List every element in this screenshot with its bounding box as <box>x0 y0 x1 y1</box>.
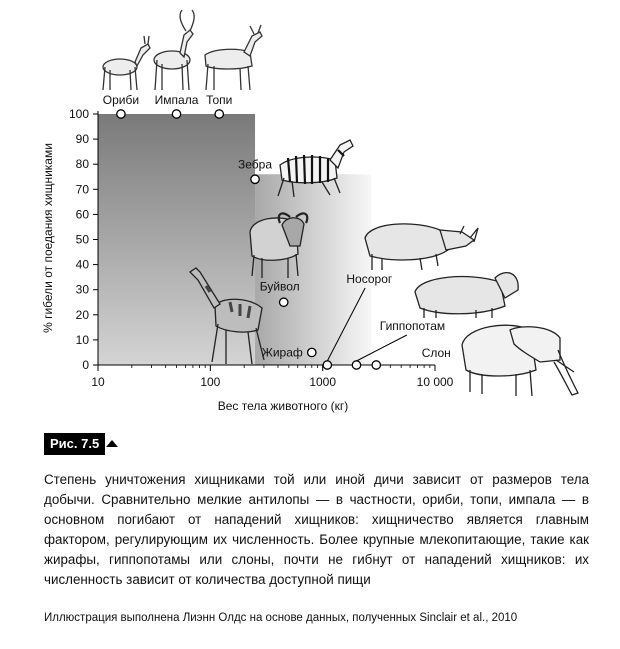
data-point <box>308 348 316 356</box>
y-tick-label: 40 <box>75 257 89 272</box>
data-point <box>172 110 180 118</box>
data-point <box>280 298 288 306</box>
y-tick-label: 0 <box>82 358 89 372</box>
y-tick-label: 100 <box>68 107 89 121</box>
y-tick-label: 50 <box>75 232 89 247</box>
y-tick-label: 70 <box>75 182 89 197</box>
y-axis-label: % гибели от поедания хищниками <box>41 143 55 333</box>
figure-arrow-icon <box>106 440 118 447</box>
y-tick-label: 20 <box>75 307 89 322</box>
data-point <box>251 175 259 183</box>
y-tick-label: 30 <box>75 282 89 297</box>
hippo-illustration <box>415 273 518 318</box>
x-tick-label: 1000 <box>309 375 337 389</box>
x-tick-label: 10 <box>91 375 105 389</box>
impala-illustration <box>154 10 194 90</box>
elephant-illustration <box>462 325 578 396</box>
y-tick-label: 60 <box>75 207 89 222</box>
y-ticks <box>69 107 98 372</box>
y-tick-label: 80 <box>75 157 89 172</box>
data-point-label: Импала <box>154 93 199 107</box>
data-point-label: Гиппопотам <box>379 319 446 333</box>
data-point-label: Топи <box>206 93 233 107</box>
figure-credit: Иллюстрация выполнена Лиэнн Олдс на основе данных, полученных Sinclair et al., 2010 <box>44 612 518 624</box>
data-point-label: Буйвол <box>259 279 300 294</box>
data-point-label: Слон <box>421 346 451 360</box>
figure-caption: Степень уничтожения хищниками той или иной дичи зависит от размеров тела добычи. Сравнительно мелкие антилопы — в частности, ориби, топи, импала — в основном погибают от нападений хищников: хищничество является главным фактором, регулирующим их численность. Более крупные млекопитающие, такие как жирафы, гиппопотамы или слоны, почти не гибнут от нападений хищников: их численность зависит от количества доступной пищи <box>44 472 589 587</box>
data-point <box>323 361 331 369</box>
data-point-label: Носорог <box>346 272 393 286</box>
data-point <box>352 361 360 369</box>
y-tick-label: 90 <box>75 132 89 147</box>
data-point-label: Ориби <box>102 93 140 107</box>
x-tick-label: 100 <box>200 375 221 389</box>
data-point-label: Зебра <box>238 157 273 172</box>
topi-illustration <box>205 25 262 90</box>
x-axis-label: Вес тела животного (кг) <box>217 399 349 413</box>
data-point-label: Жираф <box>261 345 303 360</box>
figure-label: Рис. 7.5 <box>44 433 105 455</box>
x-ticks <box>91 365 453 389</box>
rhino-illustration <box>365 224 478 270</box>
data-point <box>372 361 380 369</box>
data-point <box>215 110 223 118</box>
x-tick-label: 10 000 <box>416 375 454 389</box>
oribi-illustration <box>103 36 150 90</box>
data-point <box>117 110 125 118</box>
food-limited-zone <box>255 174 371 365</box>
y-tick-label: 10 <box>75 332 89 347</box>
